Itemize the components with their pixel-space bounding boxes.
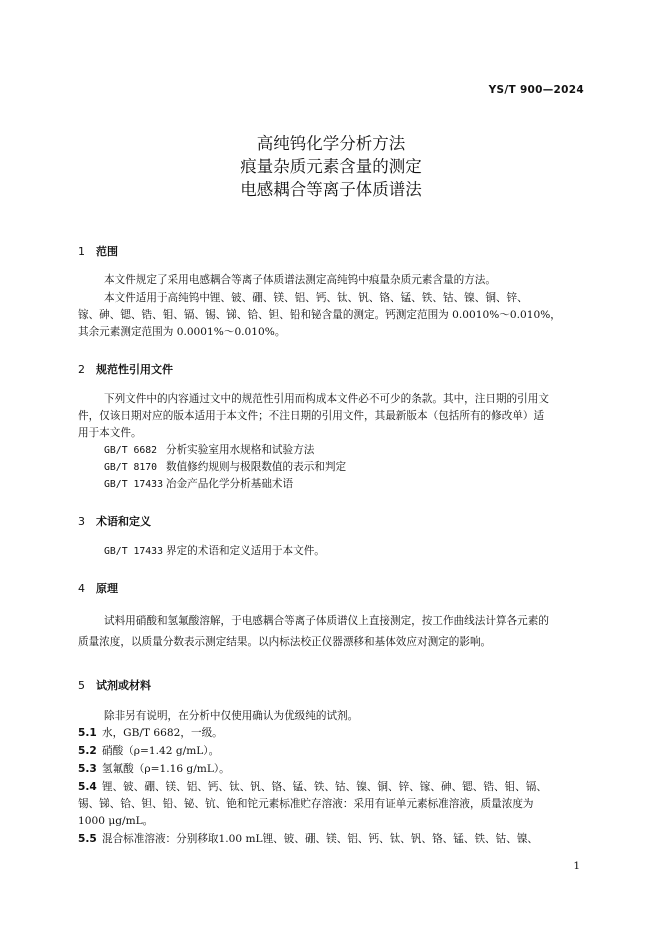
section-4-number: 4 — [78, 582, 85, 595]
list-item — [78, 743, 219, 758]
section-3-heading — [78, 513, 151, 529]
reference-item — [104, 476, 293, 491]
section-3-title: 术语和定义 — [96, 515, 151, 528]
item-text: 锂、铍、硼、镁、铝、钙、钛、钒、铬、锰、铁、钴、镍、铜、锌、镓、砷、锶、锆、钼、镉、 — [102, 781, 547, 793]
list-item — [78, 725, 223, 740]
section-3-text — [104, 543, 325, 558]
reference-title: 数值修约规则与极限数值的表示和判定 — [166, 461, 347, 473]
section-1-title: 范围 — [96, 245, 118, 258]
section-2-para-line-3: 用于本文件。 — [78, 427, 142, 439]
item-text: 混合标准溶液：分别移取1.00 mL锂、铍、硼、镁、铝、钙、钛、钒、铬、锰、铁、钴、镍、 — [102, 833, 539, 845]
reference-title: 冶金产品化学分析基础术语 — [166, 478, 294, 490]
section-4-title: 原理 — [96, 582, 118, 595]
section-1-heading — [78, 243, 118, 259]
section-2-number: 2 — [78, 363, 85, 376]
list-item — [78, 761, 230, 776]
section-2-para-line-1: 下列文件中的内容通过文中的规范性引用而构成本文件必不可少的条款。其中，注日期的引用文 — [104, 393, 549, 405]
section-3-definition: 界定的术语和定义适用于本文件。 — [166, 545, 325, 557]
section-4-para-line-2: 质量浓度，以质量分数表示测定结果。以内标法校正仪器漂移和基体效应对测定的影响。 — [78, 636, 492, 648]
item-number: 5.3 — [78, 763, 97, 775]
section-5-intro: 除非另有说明，在分析中仅使用确认为优级纯的试剂。 — [104, 710, 359, 722]
item-number: 5.4 — [78, 781, 97, 793]
standard-number: YS/T 900—2024 — [488, 84, 584, 96]
list-item — [78, 831, 538, 846]
page-number: 1 — [573, 860, 580, 872]
section-4-heading — [78, 580, 118, 596]
item-text: 水，GB/T 6682，一级。 — [102, 727, 223, 739]
section-3-number: 3 — [78, 515, 85, 528]
reference-title: 分析实验室用水规格和试验方法 — [166, 444, 315, 456]
section-2-title: 规范性引用文件 — [96, 363, 173, 376]
section-1-para-2-line-2: 镓、砷、锶、锆、钼、镉、锡、锑、铪、钽、铅和铋含量的测定。钙测定范围为 0.0010%～0.010%， — [78, 309, 561, 321]
item-number: 5.5 — [78, 833, 97, 845]
reference-code: GB/T 8170 — [104, 462, 158, 473]
item-number: 5.1 — [78, 727, 97, 739]
section-1-para-2-line-1: 本文件适用于高纯钨中锂、铍、硼、镁、铝、钙、钛、钒、铬、锰、铁、钴、镍、铜、锌、 — [104, 292, 528, 304]
item-5-4-line-3: 1000 μg/mL。 — [78, 815, 154, 827]
reference-code: GB/T 6682 — [104, 445, 158, 456]
list-item — [78, 779, 547, 794]
reference-item — [104, 459, 346, 474]
item-5-4-line-2: 锡、锑、铪、钽、铅、铋、钪、铯和铊元素标准贮存溶液：采用有证单元素标准溶液，质量浓度为 — [78, 798, 534, 810]
reference-code: GB/T 17433 — [104, 479, 163, 490]
item-text: 硝酸（ρ=1.42 g/mL）。 — [102, 745, 220, 757]
reference-item — [104, 442, 314, 457]
section-4-para-line-1: 试料用硝酸和氢氟酸溶解，于电感耦合等离子体质谱仪上直接测定，按工作曲线法计算各元素的 — [104, 615, 549, 627]
section-1-para-1: 本文件规定了采用电感耦合等离子体质谱法测定高纯钨中痕量杂质元素含量的方法。 — [104, 274, 496, 286]
title-line-3: 电感耦合等离子体质谱法 — [240, 180, 422, 199]
title-line-1: 高纯钨化学分析方法 — [256, 134, 406, 153]
section-1-para-2-line-3: 其余元素测定范围为 0.0001%～0.010%。 — [78, 326, 286, 338]
section-5-title: 试剂或材料 — [96, 679, 151, 692]
section-2-para-line-2: 件，仅该日期对应的版本适用于本文件；不注日期的引用文件，其最新版本（包括所有的修改单）适 — [78, 410, 545, 422]
section-5-heading — [78, 677, 151, 693]
item-text: 氢氟酸（ρ=1.16 g/mL）。 — [102, 763, 230, 775]
section-2-heading — [78, 361, 173, 377]
section-5-number: 5 — [78, 679, 85, 692]
item-number: 5.2 — [78, 745, 97, 757]
section-1-number: 1 — [78, 245, 85, 258]
title-line-2: 痕量杂质元素含量的测定 — [240, 157, 422, 176]
reference-code: GB/T 17433 — [104, 546, 163, 557]
